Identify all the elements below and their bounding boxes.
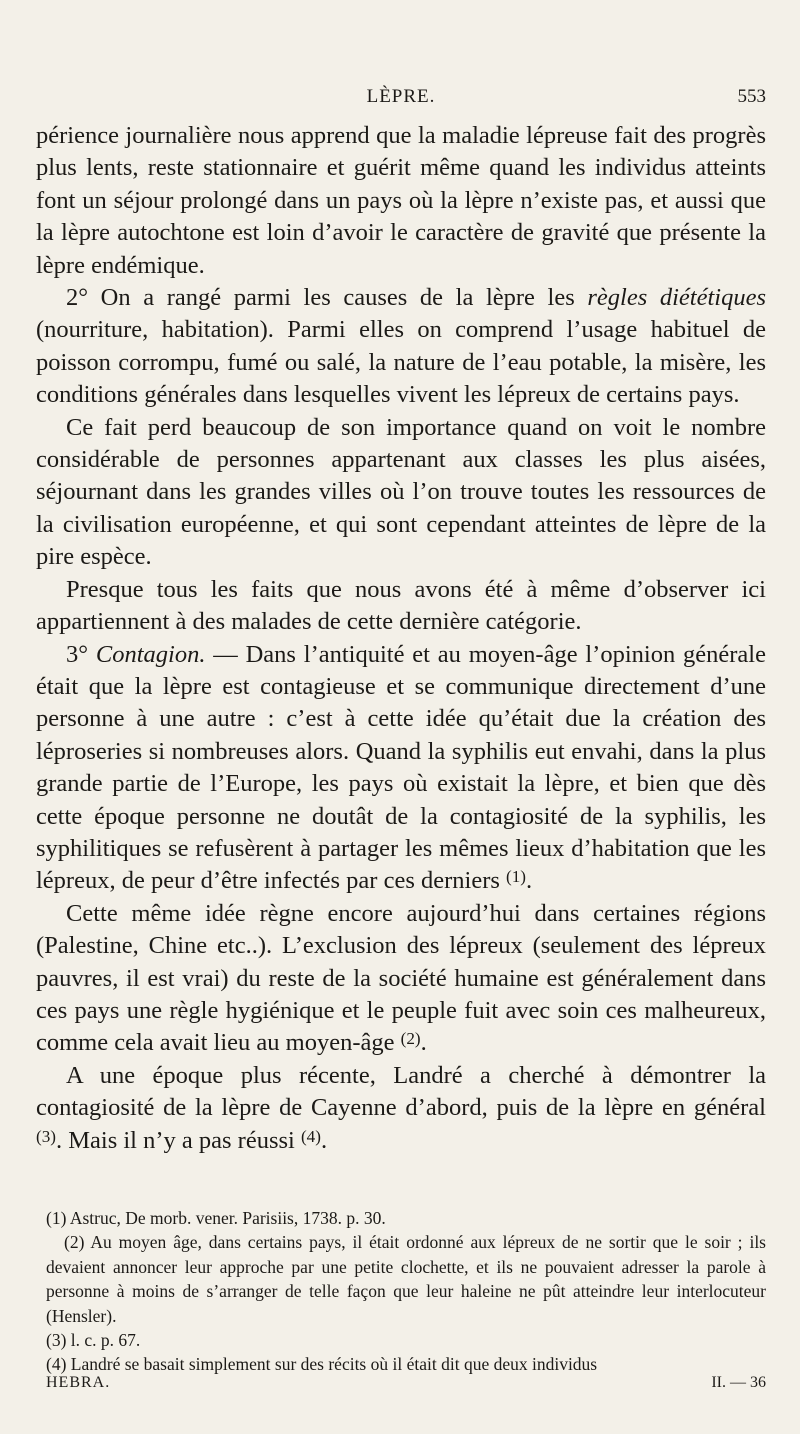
paragraph-5-text: — Dans l’antiquité et au moyen-âge l’opinion générale était que la lèpre est contagieuse et se communique directement d’une personne à une autre : c’est à cette idée qu’était due la création des léproseries si nombreuses alors. Quand la syphilis eut envahi, dans la plus grande partie de l’Europe, les pays où existait la lèpre, et bien que dès cette époque personne ne doutât de la contagiosité de la syphilis, les syphilitiques se refusèrent à partager les mêmes lieux d’habitation que les lépreux, de peur d’être infectés par ces derniers — [36, 640, 766, 895]
page-number: 553 — [737, 86, 766, 107]
footnotes — [46, 1206, 766, 1377]
paragraph-2-emphasis: règles diététiques — [587, 284, 767, 312]
footnote-1: (1) Astruc, De morb. vener. Parisiis, 1738. p. 30. — [46, 1208, 386, 1228]
paragraph-2-text-end: (nourriture, habitation). Parmi elles on comprend l’usage habituel de poisson corrompu, fumé ou salé, la nature de l’eau potable, la misère, les conditions générales dans lesquelles vivent les lépreux de certains pays. — [36, 316, 766, 409]
page-footer — [46, 1374, 766, 1400]
paragraph-7-text: A une époque plus récente, Landré a cherché à démontrer la contagiosité de la lèpre de Cayenne d’abord, puis de la lèpre en général — [36, 1061, 766, 1122]
paragraph-7 — [36, 1060, 766, 1157]
paragraph-2-text: 2° On a rangé parmi les causes de la lèpre les — [66, 284, 588, 312]
paragraph-5 — [36, 639, 766, 898]
paragraph-3: Ce fait perd beaucoup de son importance quand on voit le nombre considérable de personnes appartenant aux classes les plus aisées, séjournant dans les grandes villes où l’on trouve toutes les ressources de la civilisation européenne, et qui sont cependant atteintes de lèpre de la pire espèce. — [36, 413, 766, 571]
running-title: LÈPRE. — [366, 86, 436, 107]
body-text — [36, 120, 766, 1157]
paragraph-6-end: . — [420, 1029, 427, 1057]
paragraph-5-number: 3° — [66, 640, 96, 668]
paragraph-6 — [36, 898, 766, 1060]
paragraph-5-end: . — [526, 867, 533, 895]
footnote-ref-1[interactable]: (1) — [506, 867, 527, 887]
paragraph-2 — [36, 282, 766, 412]
footnote-2: (2) Au moyen âge, dans certains pays, il était ordonné aux lépreux de ne sortir que le soir ; ils devaient annoncer leur approche par une petite clochette, et ils ne pouvaient adresser la parole à personne à moins de s’arranger de telle façon que leur haleine ne pût atteindre leur interlocuteur (Hensler). — [46, 1232, 766, 1326]
paragraph-4: Presque tous les faits que nous avons été à même d’observer ici appartiennent à des malades de cette dernière catégorie. — [36, 575, 766, 636]
footnote-3: (3) l. c. p. 67. — [46, 1330, 141, 1351]
footer-author: HEBRA. — [46, 1374, 111, 1391]
running-header — [36, 86, 766, 116]
footnote-ref-3[interactable]: (3) — [36, 1126, 56, 1146]
footnote-4: (4) Landré se basait simplement sur des récits où il était dit que deux individus — [46, 1354, 598, 1375]
footnote-ref-4[interactable]: (4) — [300, 1126, 321, 1146]
paragraph-5-heading: Contagion. — [95, 640, 206, 668]
paragraph-1: périence journalière nous apprend que la maladie lépreuse fait des progrès plus lents, reste stationnaire et guérit même quand les individus atteints font un séjour prolongé dans un pays où la lèpre n’existe pas, et aussi que la lèpre autochtone est loin d’avoir le caractère de gravité que présente la lèpre endémique. — [36, 122, 766, 279]
footnote-ref-2[interactable]: (2) — [400, 1029, 421, 1049]
paragraph-7-end: . — [320, 1126, 328, 1154]
footer-signature: II. — 36 — [711, 1374, 766, 1391]
paragraph-7-text-2: . Mais il n’y a pas réussi — [56, 1126, 295, 1154]
paragraph-6-text: Cette même idée règne encore aujourd’hui dans certaines régions (Palestine, Chine etc..). L’exclusion des lépreux (seulement des lépreux pauvres, il est vrai) du reste de la société humaine est généralement dans ces pays une règle hygiénique et le peuple fuit avec soin ces malheureux, comme cela avait lieu au moyen-âge — [36, 899, 766, 1057]
